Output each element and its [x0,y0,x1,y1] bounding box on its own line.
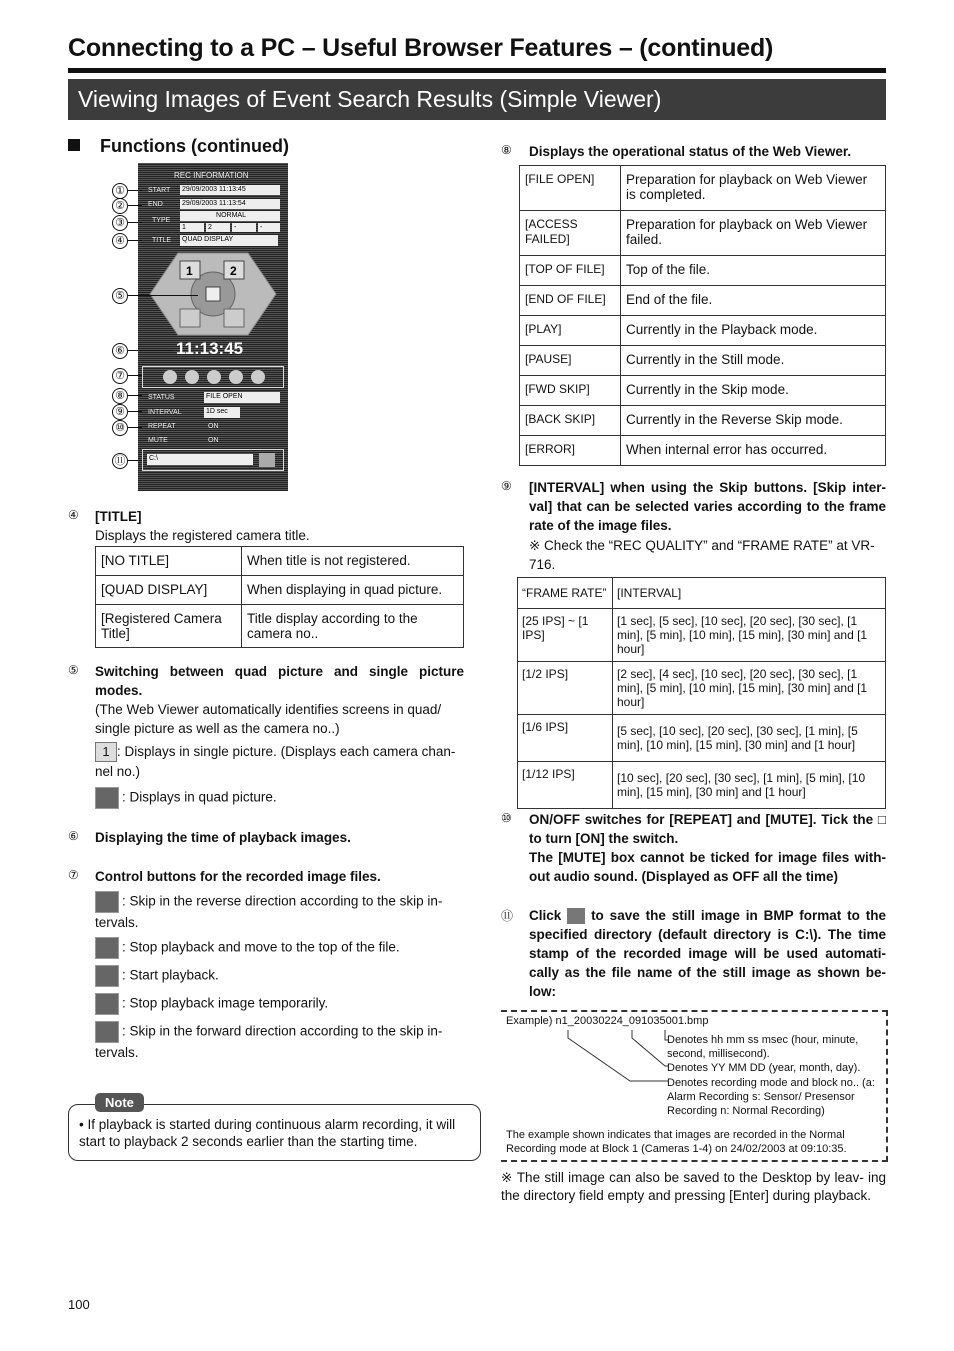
ctrl-rewind-row [95,891,464,932]
table-row [520,211,886,256]
table-row [520,346,886,376]
table-cell: [ERROR] [520,436,621,466]
table-row [518,715,886,762]
table-cell: [INTERVAL] [613,578,886,609]
table-cell: Currently in the Skip mode. [621,376,886,406]
table-cell: [ACCESS FAILED] [520,211,621,256]
title-rule [68,68,886,73]
table-cell: When title is not registered. [242,547,464,576]
note-tag: Note [95,1093,144,1112]
table-cell: [25 IPS] ~ [1 IPS] [518,609,613,662]
single-picture-icon: 1 [95,742,117,762]
switch-description: (The Web Viewer automatically identifies screens in quad/ single picture as well as the camera no..) [95,702,442,736]
section-heading-text: Functions (continued) [100,136,289,156]
callout-7: ⑦ [112,368,128,384]
save-image-icon [567,908,585,924]
status-field: FILE OPEN [204,392,280,403]
end-field: 29/09/2003 11:13:54 [180,199,280,209]
status-heading: Displays the operational status of the Web Viewer. [529,144,852,159]
section-heading [68,136,289,157]
callout-leader [128,295,198,296]
table-row [520,436,886,466]
stop-icon [95,937,119,959]
callout-3: ③ [112,215,128,231]
table-row [520,376,886,406]
rec-info-label: REC INFORMATION [174,171,249,180]
playback-time: 11:13:45 [176,339,244,358]
table-cell: [FWD SKIP] [520,376,621,406]
table-cell: Top of the file. [621,256,886,286]
pause-icon [95,993,119,1015]
cam-slot-2: 2 [206,223,230,232]
table-cell: [FILE OPEN] [520,166,621,211]
item-number-11: ⑪ [501,909,514,923]
table-row [518,578,886,609]
subtitle-bar: Viewing Images of Event Search Results (Simple Viewer) [68,79,886,120]
item-number-10: ⑩ [501,811,512,825]
ctrl-desc: : Stop playback and move to the top of the file. [122,939,400,955]
control-buttons-bar [142,366,284,388]
table-row [96,576,464,605]
status-table [519,165,886,466]
pause-icon[interactable] [229,370,243,384]
item-number-8: ⑧ [501,143,512,157]
square-bullet-icon [68,139,80,151]
cam-slot-4: - [258,223,280,232]
example-note-2: Denotes YY MM DD (year, month, day). [667,1062,861,1074]
quad-picture-icon [95,787,119,809]
save-post: to save the still image in BMP format to the specified directory (default directory is C:\). The time stamp of the recorded image will be used automati- cally as the file name of the still image as shown be- low: [529,908,886,999]
type-field: NORMAL [180,211,280,221]
onoff-heading: ON/OFF switches for [REPEAT] and [MUTE]. Tick the □ to turn [ON] the switch. [529,812,886,846]
callout-9: ⑨ [112,404,128,420]
stop-icon[interactable] [185,370,199,384]
svg-text:1: 1 [186,264,193,278]
callout-11: ⑪ [112,453,128,469]
callout-10: ⑩ [112,420,128,436]
play-icon [95,965,119,987]
callout-leader [128,395,142,396]
callout-leader [128,222,142,223]
save-description [529,906,886,1001]
web-viewer-illustration [138,163,288,491]
quad-picture-desc: : Displays in quad picture. [122,789,277,805]
callout-8: ⑧ [112,388,128,404]
quad-picture-row [95,787,277,809]
table-row [96,605,464,648]
item-number-7: ⑦ [68,868,79,882]
table-cell: [10 sec], [20 sec], [30 sec], [1 min], [5 min], [10 min], [15 min], [30 min] and [1 hour] [613,762,886,809]
forward-skip-icon [95,1021,119,1043]
callout-4: ④ [112,233,128,249]
table-cell: [Registered Camera Title] [96,605,242,648]
callout-2: ② [112,198,128,214]
quad-selector-graphic[interactable] [148,251,278,337]
table-cell: Preparation for playback on Web Viewer failed. [621,211,886,256]
example-leader-lines [560,1026,670,1086]
frame-rate-table [517,577,886,809]
table-cell: “FRAME RATE” [518,578,613,609]
ctrl-desc: : Skip in the reverse direction according to the skip in- tervals. [95,893,443,930]
table-cell: Currently in the Still mode. [621,346,886,376]
start-field: 29/09/2003 11:13:45 [180,185,280,195]
item-number-6: ⑥ [68,829,79,843]
callout-leader [128,350,174,351]
table-cell: [END OF FILE] [520,286,621,316]
forward-skip-icon[interactable] [251,370,265,384]
mute-label: MUTE [148,437,168,444]
switch-heading: Switching between quad picture and single picture modes. [95,664,464,698]
ctrl-play-row [95,965,464,987]
table-row [520,286,886,316]
table-row [96,547,464,576]
table-cell: Currently in the Playback mode. [621,316,886,346]
ctrl-pause-row [95,993,464,1015]
title-heading: [TITLE] [95,509,142,524]
table-cell: Title display according to the camera no.. [242,605,464,648]
example-note-1: Denotes hh mm ss msec (hour, minute, second, millisecond). [667,1034,859,1060]
play-icon[interactable] [207,370,221,384]
example-footer: The example shown indicates that images are recorded in the Normal Recording mode at Block 1 (Cameras 1-4) on 24/02/2003 at 09:10:35. [506,1129,847,1155]
callout-leader [128,240,142,241]
cam-slot-1: 1 [180,223,204,232]
note-text: • If playback is started during continuous alarm recording, it will start to playback 2 seconds earlier than the starting time. [79,1117,456,1149]
table-cell: [QUAD DISPLAY] [96,576,242,605]
title-field: QUAD DISPLAY [180,235,278,246]
type-label: TYPE [152,217,171,224]
single-picture-desc: : Displays in single picture. (Displays each camera chan- nel no.) [95,744,456,780]
callout-leader [128,190,142,191]
table-cell: [1/12 IPS] [518,762,613,809]
start-label: START [148,187,171,194]
table-cell: Preparation for playback on Web Viewer is completed. [621,166,886,211]
svg-text:2: 2 [230,264,237,278]
page-number: 100 [68,1297,90,1312]
ctrl-desc: : Stop playback image temporarily. [122,995,329,1011]
item-number-5: ⑤ [68,663,79,677]
example-filename: Example) n1_20030224_091035001.bmp [506,1015,709,1027]
table-cell: End of the file. [621,286,886,316]
cam-slot-3: - [232,223,256,232]
table-cell: [2 sec], [4 sec], [10 sec], [20 sec], [30 sec], [1 min], [5 min], [10 min], [15 min], [30 min] and [1 hour] [613,662,886,715]
onoff-heading-2: The [MUTE] box cannot be ticked for image files with- out audio sound. (Displayed as OFF all the time) [529,850,886,884]
repeat-label: REPEAT [148,423,176,430]
table-cell: [BACK SKIP] [520,406,621,436]
callout-leader [128,375,142,376]
table-row [520,406,886,436]
callout-leader [128,427,142,428]
callout-6: ⑥ [112,343,128,359]
table-cell: [PLAY] [520,316,621,346]
title-label: TITLE [152,237,172,244]
table-row [518,662,886,715]
table-cell: Currently in the Reverse Skip mode. [621,406,886,436]
desktop-save-note: ※ The still image can also be saved to the Desktop by leav- ing the directory field empty and pressing [Enter] during playback. [501,1170,886,1203]
table-cell: When displaying in quad picture. [242,576,464,605]
rewind-skip-icon [95,891,119,913]
single-picture-row [95,742,464,781]
table-cell: [5 sec], [10 sec], [20 sec], [30 sec], [1 min], [5 min], [10 min], [15 min], [30 min] and [1 hour] [613,715,886,762]
repeat-checkbox[interactable]: ON [208,423,219,430]
time-heading: Displaying the time of playback images. [95,830,351,845]
title-description: Displays the registered camera title. [95,528,310,543]
table-row [520,316,886,346]
save-path-bar [142,449,284,471]
path-input[interactable]: C:\ [147,454,253,465]
save-pre: Click [529,908,562,923]
example-note-3: Denotes recording mode and block no.. (a: Alarm Recording s: Sensor/ Presensor Recording n: Normal Recording) [667,1077,875,1117]
callout-leader [128,411,142,412]
rewind-skip-icon[interactable] [163,370,177,384]
ctrl-desc: : Skip in the forward direction according to the skip in- tervals. [95,1023,443,1060]
status-label: STATUS [148,394,175,401]
table-row [520,166,886,211]
callout-leader [128,205,142,206]
save-image-icon[interactable] [259,453,275,467]
end-label: END [148,201,163,208]
mute-checkbox[interactable]: ON [208,437,219,444]
table-row [520,256,886,286]
ctrl-forward-row [95,1021,464,1062]
interval-label: INTERVAL [148,409,182,416]
interval-heading: [INTERVAL] when using the Skip buttons. [Skip inter- val] that can be selected varies according to the frame rate of the image files. [529,480,886,533]
table-cell: [NO TITLE] [96,547,242,576]
ctrl-desc: : Start playback. [122,967,219,983]
table-cell: [1 sec], [5 sec], [10 sec], [20 sec], [30 sec], [1 min], [5 min], [10 min], [15 min], [30 min] and [1 hour] [613,609,886,662]
control-heading: Control buttons for the recorded image files. [95,869,381,884]
table-row [518,762,886,809]
page-title: Connecting to a PC – Useful Browser Features – (continued) [68,34,774,62]
table-cell: [1/2 IPS] [518,662,613,715]
table-cell: [TOP OF FILE] [520,256,621,286]
table-cell: When internal error has occurred. [621,436,886,466]
callout-5: ⑤ [112,288,128,304]
table-cell: [1/6 IPS] [518,715,613,762]
table-cell: [PAUSE] [520,346,621,376]
item-number-9: ⑨ [501,479,512,493]
interval-select[interactable]: 1D sec [204,407,240,418]
item-number-4: ④ [68,508,79,522]
callout-leader [128,460,142,461]
interval-note: ※ Check the “REC QUALITY” and “FRAME RATE” at VR- 716. [529,538,875,572]
ctrl-stop-row [95,937,464,959]
title-table [95,546,464,648]
callout-1: ① [112,183,128,199]
table-row [518,609,886,662]
